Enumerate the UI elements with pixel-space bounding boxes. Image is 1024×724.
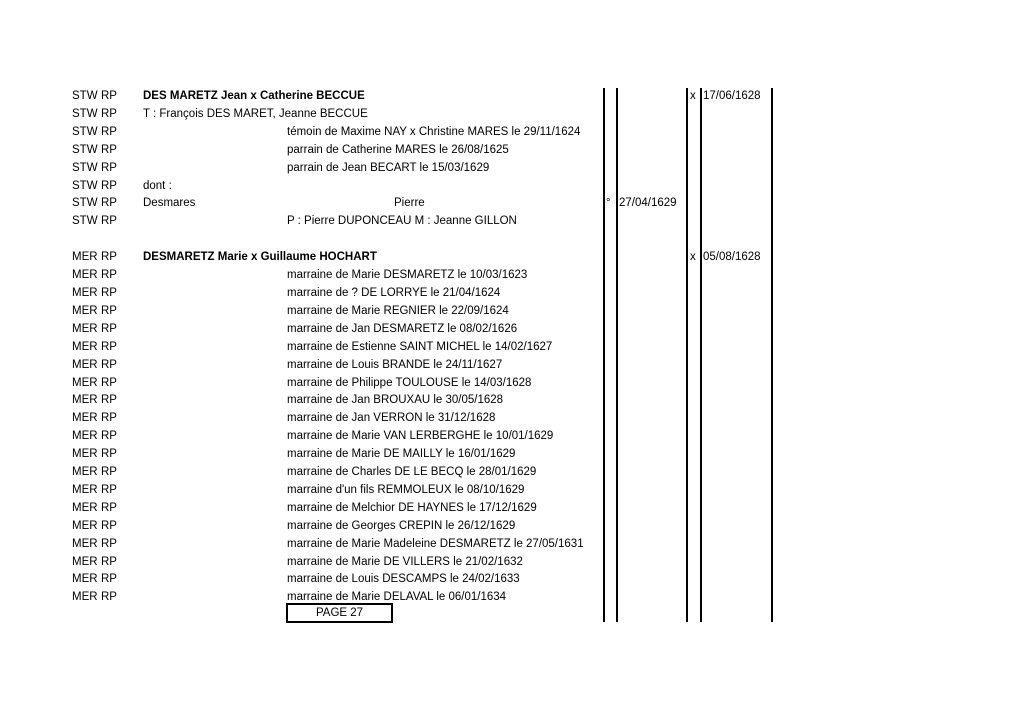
row-code: MER [72,304,98,317]
table-row [0,374,1024,392]
table-row [0,105,1024,123]
table-row [0,499,1024,517]
row-firstname: Pierre [394,197,425,210]
table-row [0,338,1024,356]
table-row [0,517,1024,535]
table-row [0,570,1024,588]
row-register: RP [101,125,117,138]
row-register: RP [101,215,117,228]
row-register: RP [101,143,117,156]
row-register: RP [101,537,117,550]
page-label: PAGE 27 [315,607,364,619]
row-note: marraine de Jan DESMARETZ le 08/02/1626 [287,322,518,335]
row-note: marraine de Marie Madeleine DESMARETZ le 27/05/1631 [287,537,584,550]
row-note: marraine de Marie DESMARETZ le 10/03/1623 [287,269,528,282]
row-register: RP [101,251,117,264]
row-note: parrain de Catherine MARES le 26/08/1625 [287,143,509,156]
row-code: MER [72,340,98,353]
table-row [0,320,1024,338]
row-note: marraine de Charles DE LE BECQ le 28/01/1629 [287,466,537,478]
row-note: marraine d'un fils REMMOLEUX le 08/10/1629 [287,483,525,496]
row-note: marraine de Philippe TOULOUSE le 14/03/1628 [287,376,532,389]
row-note: parrain de Jean BECART le 15/03/1629 [287,161,490,174]
table-row [0,409,1024,427]
row-note: marraine de Louis DESCAMPS le 24/02/1633 [287,573,520,586]
row-note: marraine de Melchior DE HAYNES le 17/12/1629 [287,501,537,514]
row-register: RP [101,304,117,317]
row-register: RP [101,591,117,604]
row-name: DES MARETZ Jean x Catherine BECCUE [143,90,365,102]
row-code: STW [72,179,98,192]
row-code: STW [72,197,98,210]
table-row [0,302,1024,320]
row-code: MER [72,412,98,425]
row-register: RP [101,90,117,102]
row-code: STW [72,107,98,120]
row-marriage-mark: x [690,251,696,264]
row-register: RP [101,179,117,192]
row-code: MER [72,466,98,478]
row-register: RP [101,161,117,174]
row-code: MER [72,322,98,335]
row-note: marraine de Marie DELAVAL le 06/01/1634 [287,591,507,604]
row-register: RP [101,466,117,478]
row-register: RP [101,483,117,496]
table-row [0,284,1024,302]
row-code: STW [72,125,98,138]
table-row [0,481,1024,499]
row-note: marraine de Jan VERRON le 31/12/1628 [287,412,496,425]
table-row [0,212,1024,230]
table-row [0,123,1024,141]
table-row [0,445,1024,463]
row-code: STW [72,161,98,174]
row-code: MER [72,591,98,604]
row-marriage-date: 17/06/1628 [703,90,761,102]
row-register: RP [101,376,117,389]
row-register: RP [101,430,117,443]
table-row [0,266,1024,284]
row-note: marraine de Marie DE VILLERS le 21/02/1632 [287,555,523,568]
row-register: RP [101,269,117,282]
row-code: MER [72,251,98,264]
row-register: RP [101,501,117,514]
table-row [0,588,1024,606]
row-marriage-date: 05/08/1628 [703,251,761,264]
row-code: MER [72,358,98,371]
row-note: témoin de Maxime NAY x Christine MARES le 29/11/1624 [287,125,581,138]
table-row [0,159,1024,177]
row-code: MER [72,555,98,568]
row-note: marraine de Jan BROUXAU le 30/05/1628 [287,394,504,407]
row-code: MER [72,287,98,299]
row-register: RP [101,197,117,210]
row-register: RP [101,448,117,461]
row-code: MER [72,519,98,532]
row-note: marraine de Marie DE MAILLY le 16/01/1629 [287,448,516,461]
row-marriage-mark: x [690,90,696,102]
table-row [0,427,1024,445]
row-register: RP [101,107,117,120]
row-register: RP [101,555,117,568]
row-code: MER [72,376,98,389]
row-code: MER [72,501,98,514]
table-row [0,141,1024,159]
table-row [0,356,1024,374]
row-register: RP [101,322,117,335]
table-row [0,553,1024,571]
table-row [0,87,1024,105]
page-number-box [286,603,393,623]
row-name: DESMARETZ Marie x Guillaume HOCHART [143,251,377,264]
table-row [0,391,1024,409]
row-note: P : Pierre DUPONCEAU M : Jeanne GILLON [287,215,517,228]
row-code: MER [72,430,98,443]
row-code: STW [72,143,98,156]
row-name: T : François DES MARET, Jeanne BECCUE [143,107,368,120]
row-code: MER [72,573,98,586]
row-note: marraine de Georges CREPIN le 26/12/1629 [287,519,516,532]
row-code: STW [72,90,98,102]
table-row [0,535,1024,553]
row-code: MER [72,448,98,461]
row-register: RP [101,394,117,407]
row-note: marraine de Estienne SAINT MICHEL le 14/02/1627 [287,340,553,353]
row-note: marraine de Marie VAN LERBERGHE le 10/01/1629 [287,430,554,443]
row-code: STW [72,215,98,228]
row-note: marraine de Marie REGNIER le 22/09/1624 [287,304,509,317]
row-birth-date: 27/04/1629 [619,197,677,210]
row-note: marraine de Louis BRANDE le 24/11/1627 [287,358,503,371]
row-name: dont : [143,179,172,192]
row-code: MER [72,269,98,282]
table-row [0,177,1024,195]
row-birth-mark: ° [606,197,611,210]
table-row [0,463,1024,481]
row-register: RP [101,358,117,371]
row-name: Desmares [143,197,196,210]
table-row [0,248,1024,266]
table-row [0,194,1024,212]
row-code: MER [72,537,98,550]
row-register: RP [101,573,117,586]
row-register: RP [101,287,117,299]
row-code: MER [72,394,98,407]
row-register: RP [101,519,117,532]
row-register: RP [101,412,117,425]
row-register: RP [101,340,117,353]
row-note: marraine de ? DE LORRYE le 21/04/1624 [287,287,501,299]
row-code: MER [72,483,98,496]
